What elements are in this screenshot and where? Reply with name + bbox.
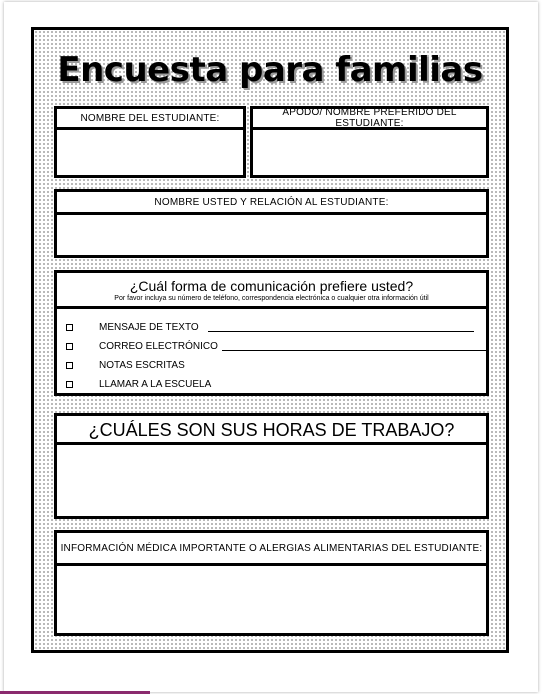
preferred-name-field[interactable] bbox=[253, 130, 486, 175]
guardian-box bbox=[54, 189, 489, 258]
write-in-line[interactable] bbox=[208, 331, 474, 332]
medical-box bbox=[54, 530, 489, 636]
checkbox-icon[interactable] bbox=[66, 343, 73, 350]
checkbox-icon[interactable] bbox=[66, 362, 73, 369]
work-hours-field[interactable] bbox=[57, 445, 486, 516]
option-label: MENSAJE DE TEXTO bbox=[99, 321, 199, 333]
option-label: NOTAS ESCRITAS bbox=[99, 359, 185, 371]
checkbox-icon[interactable] bbox=[66, 324, 73, 331]
communication-box bbox=[54, 270, 489, 396]
write-in-line[interactable] bbox=[222, 350, 486, 351]
option-label: LLAMAR A LA ESCUELA bbox=[99, 378, 212, 390]
student-name-field[interactable] bbox=[57, 130, 243, 175]
option-text-message[interactable] bbox=[66, 318, 486, 336]
guardian-field[interactable] bbox=[57, 215, 486, 255]
communication-title: ¿Cuál forma de comunicación prefiere usted? bbox=[129, 278, 414, 294]
survey-title: Encuesta para familias bbox=[57, 50, 483, 90]
guardian-label: NOMBRE USTED Y RELACIÓN AL ESTUDIANTE: bbox=[57, 192, 486, 215]
work-hours-title: ¿CUÁLES SON SUS HORAS DE TRABAJO? bbox=[57, 416, 486, 445]
communication-subtitle: Por favor incluya su número de teléfono, correspondencia electrónica o cualquier otra información útil bbox=[114, 295, 429, 302]
student-name-box bbox=[54, 106, 246, 178]
option-label: CORREO ELECTRÓNICO bbox=[99, 340, 218, 352]
survey-sheet bbox=[31, 27, 509, 653]
option-email[interactable] bbox=[66, 337, 486, 355]
option-call-school[interactable] bbox=[66, 375, 486, 393]
preferred-name-label: APODO/ NOMBRE PREFERIDO DEL ESTUDIANTE: bbox=[253, 109, 486, 130]
communication-divider bbox=[57, 306, 486, 309]
medical-field[interactable] bbox=[57, 566, 486, 633]
option-written-notes[interactable] bbox=[66, 356, 486, 374]
preferred-name-box bbox=[250, 106, 489, 178]
student-name-label: NOMBRE DEL ESTUDIANTE: bbox=[57, 109, 243, 130]
checkbox-icon[interactable] bbox=[66, 381, 73, 388]
work-hours-box bbox=[54, 413, 489, 519]
medical-label: INFORMACIÓN MÉDICA IMPORTANTE O ALERGIAS ALIMENTARIAS DEL ESTUDIANTE: bbox=[57, 533, 486, 566]
